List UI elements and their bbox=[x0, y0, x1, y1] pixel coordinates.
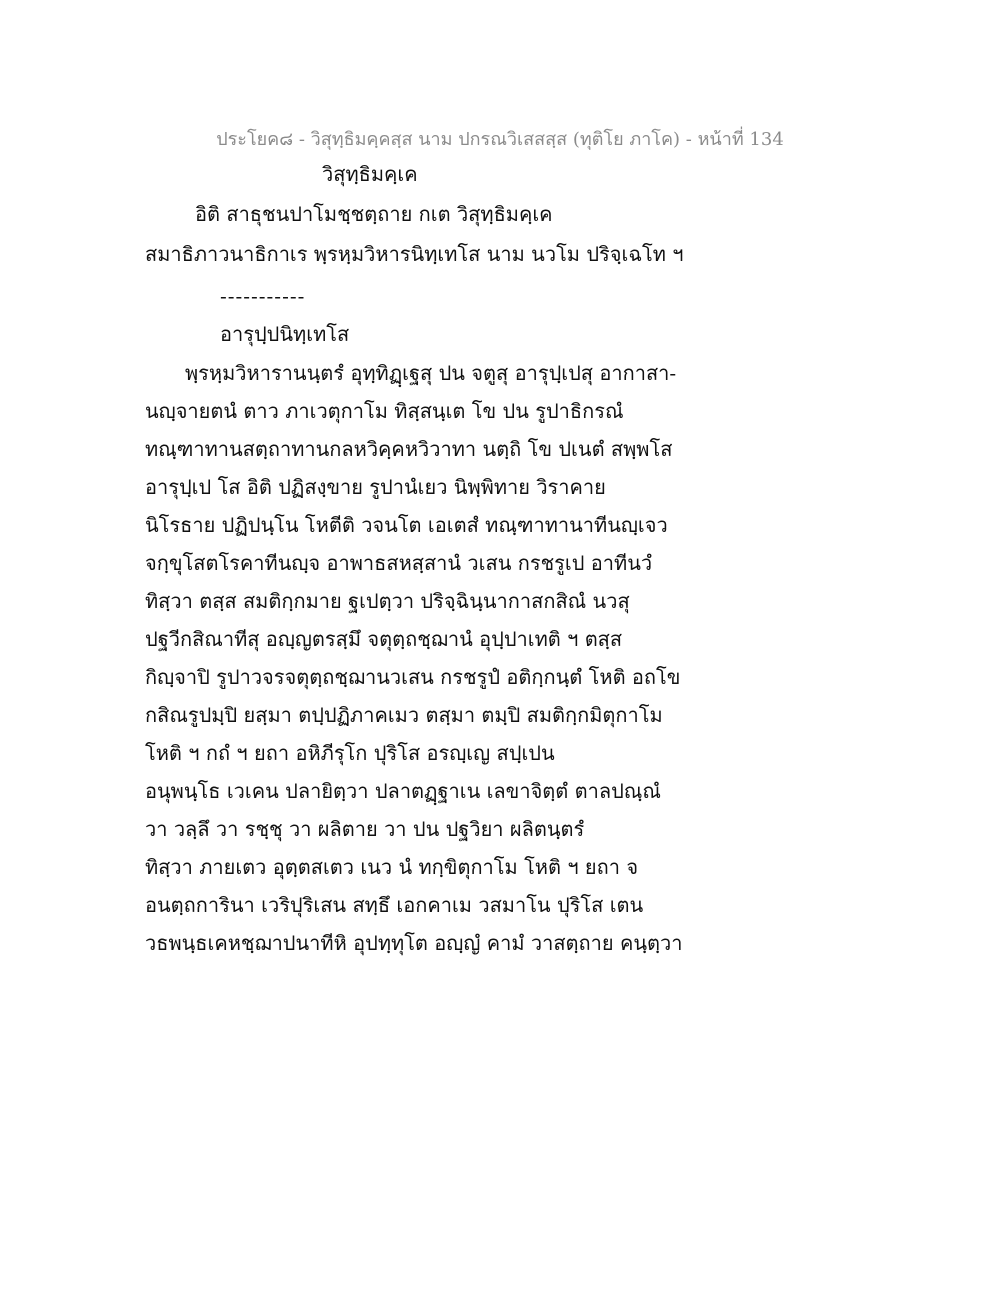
body-text bbox=[145, 358, 845, 966]
body-line: พฺรหฺมวิหารานนฺตรํ อุทฺทิฏฺเฐสุ ปน จตูสุ อารุปฺเปสุ อากาสา- bbox=[185, 361, 677, 385]
body-line: อนุพนฺโธ เวเคน ปลายิตฺวา ปลาตฏฺฐาเน เลขาจิตฺตํ ตาลปณฺณํ bbox=[145, 779, 661, 803]
body-line: จกฺขุโสตโรคาทีนญฺจ อาพาธสหสฺสานํ วเสน กรชรูเป อาทีนวํ bbox=[145, 551, 653, 575]
book-title: วิสุทฺธิมคฺเค bbox=[322, 162, 418, 186]
body-line: วา วลฺลึ วา รชฺชุ วา ผลิตาย วา ปน ปฐวิยา ผลิตนฺตรํ bbox=[145, 817, 585, 841]
body-line: กิญฺจาปิ รูปาวจรจตุตฺถชฺฌานวเสน กรชรูปํ อติกฺกนฺตํ โหติ อถโข bbox=[145, 665, 681, 689]
body-line: อนตฺถการินา เวริปุริเสน สทฺธึ เอกคาเม วสมาโน ปุริโส เตน bbox=[145, 893, 644, 917]
running-header: ประโยค๘ - วิสุทฺธิมคฺคสฺส นาม ปกรณวิเสสสฺส (ทุติโย ภาโค) - หน้าที่ 134 bbox=[216, 129, 784, 150]
section-title: อารุปฺปนิทฺเทโส bbox=[220, 322, 350, 346]
colophon-line-1: อิติ สาธุชนปาโมชฺชตฺถาย กเต วิสุทฺธิมคฺเค bbox=[195, 202, 553, 226]
body-line: นิโรธาย ปฏิปนฺโน โหตีติ วจนโต เอเตสํ ทณฺฑาทานาทีนญฺเจว bbox=[145, 513, 668, 537]
body-line: ทิสฺวา ตสฺส สมติกฺกมาย ฐเปตฺวา ปริจฺฉินฺนากาสกสิณํ นวสุ bbox=[145, 589, 630, 613]
body-line: โหติ ฯ กถํ ฯ ยถา อหิภีรุโก ปุริโส อรญฺเญ สปฺเปน bbox=[145, 741, 555, 765]
body-line: ทิสฺวา ภายเตว อุตฺตสเตว เนว นํ ทกฺขิตุกาโม โหติ ฯ ยถา จ bbox=[145, 855, 639, 879]
body-line: กสิณรูปมฺปิ ยสฺมา ตปฺปฏิภาคเมว ตสฺมา ตมฺปิ สมติกฺกมิตุกาโม bbox=[145, 703, 663, 727]
body-line: นญฺจายตนํ ตาว ภาเวตุกาโม ทิสฺสนฺเต โข ปน รูปาธิกรณํ bbox=[145, 399, 624, 423]
separator: ----------- bbox=[220, 284, 306, 308]
body-line: ทณฺฑาทานสตฺถาทานกลหวิคฺคหวิวาทา นตฺถิ โข ปเนตํ สพฺพโส bbox=[145, 437, 673, 461]
body-line: อารุปฺเป โส อิติ ปฏิสงฺขาย รูปานํเยว นิพฺพิทาย วิราคาย bbox=[145, 475, 606, 499]
body-line: ปฐวีกสิณาทีสุ อญฺญตรสฺมึ จตุตฺถชฺฌานํ อุปฺปาเทติ ฯ ตสฺส bbox=[145, 627, 623, 651]
colophon-line-2: สมาธิภาวนาธิกาเร พฺรหฺมวิหารนิทฺเทโส นาม นวโม ปริจฺเฉโท ฯ bbox=[145, 242, 684, 266]
body-line: วธพนฺธเคหชฺฌาปนาทีหิ อุปทฺทุโต อญฺญํ คามํ วาสตฺถาย คนฺตฺวา bbox=[145, 931, 683, 955]
